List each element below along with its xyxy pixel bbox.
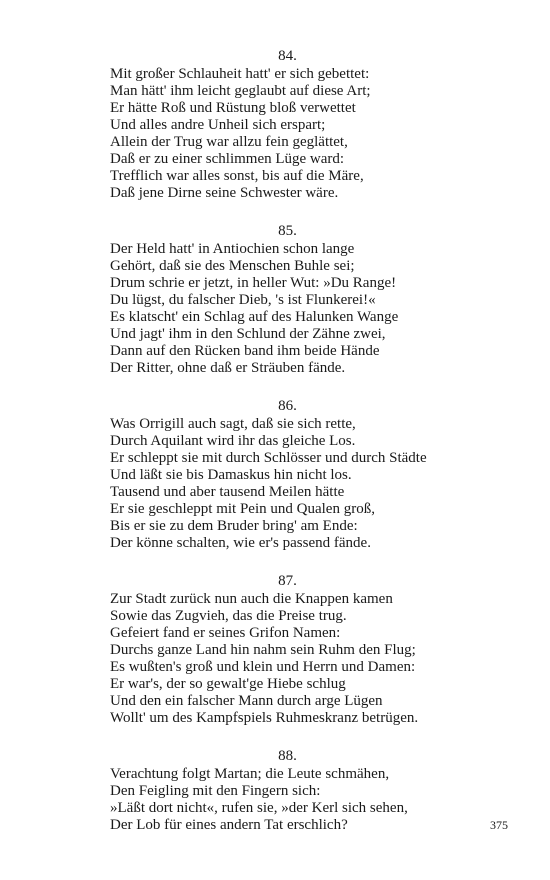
verse-line: Und läßt sie bis Damaskus hin nicht los. xyxy=(110,467,352,483)
poem-body xyxy=(110,48,450,855)
verse-line: Und alles andre Unheil sich erspart; xyxy=(110,117,326,133)
verse-line: Durchs ganze Land hin nahm sein Ruhm den Flug; xyxy=(110,642,416,658)
verse-line: Er war's, der so gewalt'ge Hiebe schlug xyxy=(110,676,346,692)
verse-line: Was Orrigill auch sagt, daß sie sich rette, xyxy=(110,416,356,432)
stanza-87 xyxy=(110,573,450,727)
verse-line: Er sie geschleppt mit Pein und Qualen groß, xyxy=(110,501,375,517)
verse-line: Der Ritter, ohne daß er Sträuben fände. xyxy=(110,360,346,376)
verse-line: Er hätte Roß und Rüstung bloß verwettet xyxy=(110,100,356,116)
verse-line: Und jagt' ihm in den Schlund der Zähne zwei, xyxy=(110,326,386,342)
verse-line: Allein der Trug war allzu fein geglättet, xyxy=(110,134,348,150)
verse-line: Durch Aquilant wird ihr das gleiche Los. xyxy=(110,433,356,449)
verse-line: Er schleppt sie mit durch Schlösser und durch Städte xyxy=(110,450,427,466)
verse-line: Daß er zu einer schlimmen Lüge ward: xyxy=(110,151,345,167)
verse-line: Der Lob für eines andern Tat erschlich? xyxy=(110,817,348,833)
verse-line: Daß jene Dirne seine Schwester wäre. xyxy=(110,185,339,201)
verse-line: Man hätt' ihm leicht geglaubt auf diese Art; xyxy=(110,83,371,99)
verse-line: Zur Stadt zurück nun auch die Knappen kamen xyxy=(110,591,393,607)
verse-line: Und den ein falscher Mann durch arge Lügen xyxy=(110,693,383,709)
page-number: 375 xyxy=(490,818,508,832)
verse-line: Verachtung folgt Martan; die Leute schmähen, xyxy=(110,766,390,782)
verse-line: Tausend und aber tausend Meilen hätte xyxy=(110,484,345,500)
stanza-number: 87. xyxy=(278,573,297,589)
verse-line: Mit großer Schlauheit hatt' er sich gebettet: xyxy=(110,66,370,82)
stanza-86 xyxy=(110,398,450,552)
verse-line: Trefflich war alles sonst, bis auf die Märe, xyxy=(110,168,364,184)
verse-line: Den Feigling mit den Fingern sich: xyxy=(110,783,321,799)
verse-line: Sowie das Zugvieh, das die Preise trug. xyxy=(110,608,347,624)
verse-line: Gehört, daß sie des Menschen Buhle sei; xyxy=(110,258,355,274)
stanza-number: 85. xyxy=(278,223,297,239)
stanza-88 xyxy=(110,748,450,834)
verse-line: Gefeiert fand er seines Grifon Namen: xyxy=(110,625,341,641)
verse-line: Du lügst, du falscher Dieb, 's ist Flunkerei!« xyxy=(110,292,376,308)
stanza-number: 84. xyxy=(278,48,297,64)
verse-line: Drum schrie er jetzt, in heller Wut: »Du Range! xyxy=(110,275,397,291)
stanza-number: 88. xyxy=(278,748,297,764)
stanza-85 xyxy=(110,223,450,377)
verse-line: Der Held hatt' in Antiochien schon lange xyxy=(110,241,355,257)
verse-line: Es wußten's groß und klein und Herrn und Damen: xyxy=(110,659,416,675)
verse-line: »Läßt dort nicht«, rufen sie, »der Kerl sich sehen, xyxy=(110,800,408,816)
verse-line: Dann auf den Rücken band ihm beide Hände xyxy=(110,343,380,359)
stanza-number: 86. xyxy=(278,398,297,414)
verse-line: Bis er sie zu dem Bruder bring' am Ende: xyxy=(110,518,358,534)
verse-line: Wollt' um des Kampfspiels Ruhmeskranz betrügen. xyxy=(110,710,419,726)
verse-line: Es klatscht' ein Schlag auf des Halunken Wange xyxy=(110,309,399,325)
verse-line: Der könne schalten, wie er's passend fände. xyxy=(110,535,371,551)
stanza-84 xyxy=(110,48,450,202)
